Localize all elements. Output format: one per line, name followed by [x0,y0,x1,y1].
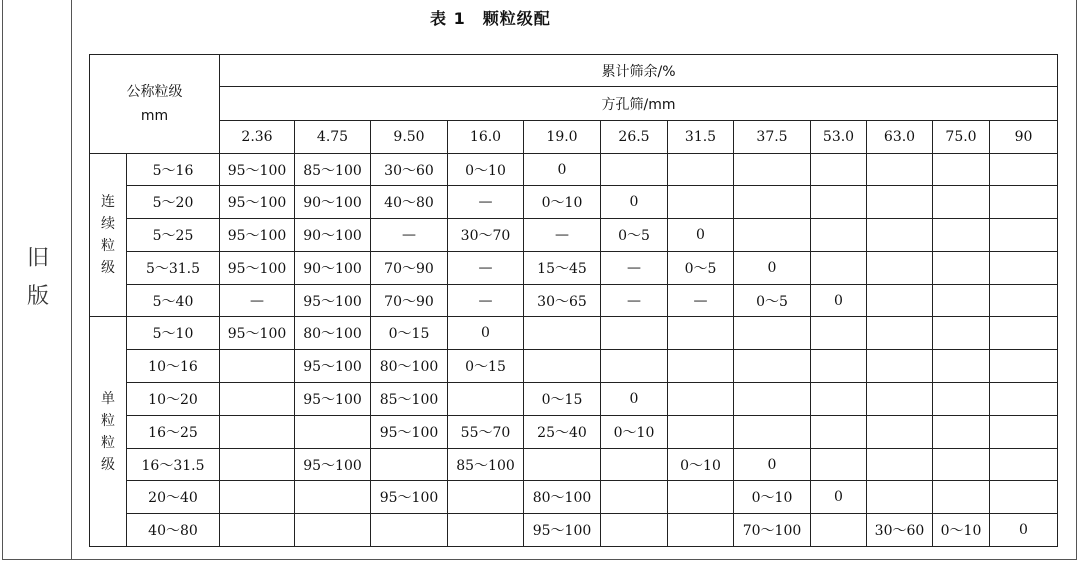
retained-value-cell [448,481,524,514]
retained-value-cell: 85～100 [295,154,371,186]
retained-value-cell [524,317,601,350]
retained-value-cell [811,186,867,219]
retained-value-cell [933,186,990,219]
retained-value-cell: 25～40 [524,416,601,449]
retained-value-cell [811,383,867,416]
retained-value-cell: 0～5 [734,285,811,317]
retained-value-cell: 95～100 [295,350,371,383]
group-label-char: 单 [101,390,115,407]
retained-value-cell [811,514,867,547]
retained-value-cell [867,285,933,317]
retained-value-cell: — [371,219,448,252]
retained-value-cell [371,449,448,481]
retained-value-cell [867,219,933,252]
retained-value-cell: 40～80 [371,186,448,219]
side-label-char: 旧 [26,246,49,271]
retained-value-cell: 0～15 [371,317,448,350]
retained-value-cell: 95～100 [220,252,295,285]
retained-value-cell: 95～100 [371,416,448,449]
header-square-sieve: 方孔筛/mm [220,87,1058,121]
retained-value-cell: 0～10 [524,186,601,219]
retained-value-cell [668,514,734,547]
side-label [18,240,58,316]
retained-value-cell: 0～15 [448,350,524,383]
nominal-size-cell: 5～40 [127,285,220,317]
retained-value-cell: 95～100 [220,186,295,219]
retained-value-cell: 0 [448,317,524,350]
nominal-size-cell: 5～20 [127,186,220,219]
table-row [90,514,1058,547]
retained-value-cell: — [448,186,524,219]
retained-value-cell: 85～100 [371,383,448,416]
sieve-size-header: 19.0 [524,121,601,154]
table-row [90,481,1058,514]
nominal-size-cell: 5～31.5 [127,252,220,285]
retained-value-cell: 55～70 [448,416,524,449]
group-label-char: 续 [101,216,115,232]
retained-value-cell: 0 [734,449,811,481]
retained-value-cell: 30～60 [371,154,448,186]
corner-title: 公称粒级 [126,84,183,100]
retained-value-cell [668,383,734,416]
retained-value-cell: 0～5 [601,219,668,252]
retained-value-cell [668,481,734,514]
table-row [90,219,1058,252]
retained-value-cell [811,350,867,383]
retained-value-cell: 30～70 [448,219,524,252]
table-row [90,449,1058,481]
retained-value-cell: — [448,285,524,317]
retained-value-cell [990,285,1058,317]
retained-value-cell [811,416,867,449]
retained-value-cell [867,186,933,219]
retained-value-cell: 95～100 [220,317,295,350]
sieve-size-header: 37.5 [734,121,811,154]
retained-value-cell [371,514,448,547]
retained-value-cell [811,154,867,186]
group-label-char: 粒 [101,238,115,254]
retained-value-cell [295,481,371,514]
retained-value-cell: 0～10 [668,449,734,481]
retained-value-cell [601,317,668,350]
retained-value-cell: 80～100 [371,350,448,383]
retained-value-cell [601,154,668,186]
retained-value-cell: — [601,252,668,285]
retained-value-cell: 95～100 [295,383,371,416]
retained-value-cell [990,154,1058,186]
retained-value-cell: 85～100 [448,449,524,481]
retained-value-cell [933,317,990,350]
retained-value-cell [734,317,811,350]
retained-value-cell [990,252,1058,285]
corner-header [90,55,220,154]
retained-value-cell [220,481,295,514]
retained-value-cell [668,350,734,383]
retained-value-cell [990,416,1058,449]
group-label-char: 级 [101,456,115,473]
retained-value-cell [933,481,990,514]
retained-value-cell: 95～100 [220,219,295,252]
retained-value-cell [734,154,811,186]
sieve-size-header: 63.0 [867,121,933,154]
retained-value-cell: 30～60 [867,514,933,547]
retained-value-cell: 0 [990,514,1058,547]
retained-value-cell: 0～5 [668,252,734,285]
retained-value-cell: — [220,285,295,317]
retained-value-cell [601,350,668,383]
retained-value-cell [933,252,990,285]
retained-value-cell [601,449,668,481]
retained-value-cell [601,481,668,514]
table-row [90,252,1058,285]
retained-value-cell [811,449,867,481]
retained-value-cell: 0～10 [933,514,990,547]
group-label-char: 连 [101,194,115,210]
sieve-size-row [90,121,1058,154]
sieve-size-header: 16.0 [448,121,524,154]
sieve-size-header: 4.75 [295,121,371,154]
retained-value-cell: 0～10 [734,481,811,514]
retained-value-cell [220,514,295,547]
retained-value-cell [448,514,524,547]
frame-right-border [1076,0,1077,560]
nominal-size-cell: 20～40 [127,481,220,514]
retained-value-cell: — [448,252,524,285]
retained-value-cell [220,383,295,416]
retained-value-cell: 95～100 [524,514,601,547]
nominal-size-cell: 5～16 [127,154,220,186]
retained-value-cell: 95～100 [371,481,448,514]
sieve-size-header: 2.36 [220,121,295,154]
retained-value-cell: 80～100 [524,481,601,514]
retained-value-cell: 30～65 [524,285,601,317]
group-label-char: 级 [101,260,115,276]
sieve-size-header: 26.5 [601,121,668,154]
retained-value-cell: 0～15 [524,383,601,416]
retained-value-cell: 0 [601,186,668,219]
table-row [90,154,1058,186]
retained-value-cell [990,350,1058,383]
retained-value-cell: 0 [811,481,867,514]
table-row [90,350,1058,383]
retained-value-cell [867,383,933,416]
group-label-char: 粒 [101,434,115,451]
retained-value-cell [734,416,811,449]
nominal-size-cell: 16～25 [127,416,220,449]
retained-value-cell [867,481,933,514]
group-label [90,317,127,547]
frame-bottom-border [2,559,1077,560]
retained-value-cell [933,350,990,383]
retained-value-cell: 0 [811,285,867,317]
retained-value-cell [990,186,1058,219]
retained-value-cell: 0 [734,252,811,285]
retained-value-cell: 0 [668,219,734,252]
nominal-size-cell: 10～20 [127,383,220,416]
retained-value-cell [867,449,933,481]
retained-value-cell [867,317,933,350]
retained-value-cell [220,449,295,481]
retained-value-cell [668,317,734,350]
retained-value-cell [220,350,295,383]
retained-value-cell [990,317,1058,350]
retained-value-cell: 90～100 [295,252,371,285]
retained-value-cell [933,154,990,186]
retained-value-cell [668,416,734,449]
retained-value-cell [524,350,601,383]
retained-value-cell [734,350,811,383]
sieve-size-header: 75.0 [933,121,990,154]
retained-value-cell [990,481,1058,514]
retained-value-cell [867,252,933,285]
sieve-size-header: 53.0 [811,121,867,154]
retained-value-cell [668,154,734,186]
retained-value-cell [295,416,371,449]
retained-value-cell [811,219,867,252]
retained-value-cell [811,252,867,285]
nominal-size-cell: 10～16 [127,350,220,383]
retained-value-cell [990,219,1058,252]
retained-value-cell: 0～10 [448,154,524,186]
retained-value-cell [220,416,295,449]
retained-value-cell [867,350,933,383]
retained-value-cell: 95～100 [295,449,371,481]
retained-value-cell: 95～100 [220,154,295,186]
retained-value-cell: 70～100 [734,514,811,547]
grading-body [90,154,1058,547]
retained-value-cell: — [601,285,668,317]
table-row [90,416,1058,449]
retained-value-cell [933,219,990,252]
retained-value-cell [933,416,990,449]
retained-value-cell [734,186,811,219]
retained-value-cell: 15～45 [524,252,601,285]
retained-value-cell [933,285,990,317]
retained-value-cell: — [668,285,734,317]
header-cumulative-retained: 累计筛余/% [220,55,1058,87]
nominal-size-cell: 5～25 [127,219,220,252]
sieve-size-header: 90 [990,121,1058,154]
nominal-size-cell: 40～80 [127,514,220,547]
nominal-size-cell: 5～10 [127,317,220,350]
retained-value-cell: 80～100 [295,317,371,350]
side-label-char: 版 [26,284,49,309]
retained-value-cell [448,383,524,416]
group-label-char: 粒 [101,412,115,429]
retained-value-cell [668,186,734,219]
table-caption: 表 1 颗粒级配 [430,9,551,28]
table-row [90,186,1058,219]
retained-value-cell: 0～10 [601,416,668,449]
retained-value-cell [990,383,1058,416]
nominal-size-cell: 16～31.5 [127,449,220,481]
retained-value-cell: 90～100 [295,219,371,252]
table-row [90,285,1058,317]
sieve-size-header: 31.5 [668,121,734,154]
retained-value-cell: 70～90 [371,252,448,285]
grading-table [89,54,1058,547]
retained-value-cell: 95～100 [295,285,371,317]
sieve-size-header: 9.50 [371,121,448,154]
retained-value-cell: 70～90 [371,285,448,317]
retained-value-cell [601,514,668,547]
frame-left-border [2,0,3,560]
frame-divider [71,0,72,560]
retained-value-cell [734,219,811,252]
retained-value-cell: 90～100 [295,186,371,219]
retained-value-cell [933,449,990,481]
retained-value-cell [734,383,811,416]
retained-value-cell [524,449,601,481]
retained-value-cell [990,449,1058,481]
group-label [90,154,127,317]
retained-value-cell [295,514,371,547]
retained-value-cell [867,416,933,449]
corner-unit: mm [140,108,169,124]
table-row [90,317,1058,350]
retained-value-cell [867,154,933,186]
retained-value-cell [811,317,867,350]
retained-value-cell: — [524,219,601,252]
table-row [90,383,1058,416]
retained-value-cell: 0 [524,154,601,186]
retained-value-cell: 0 [601,383,668,416]
retained-value-cell [933,383,990,416]
